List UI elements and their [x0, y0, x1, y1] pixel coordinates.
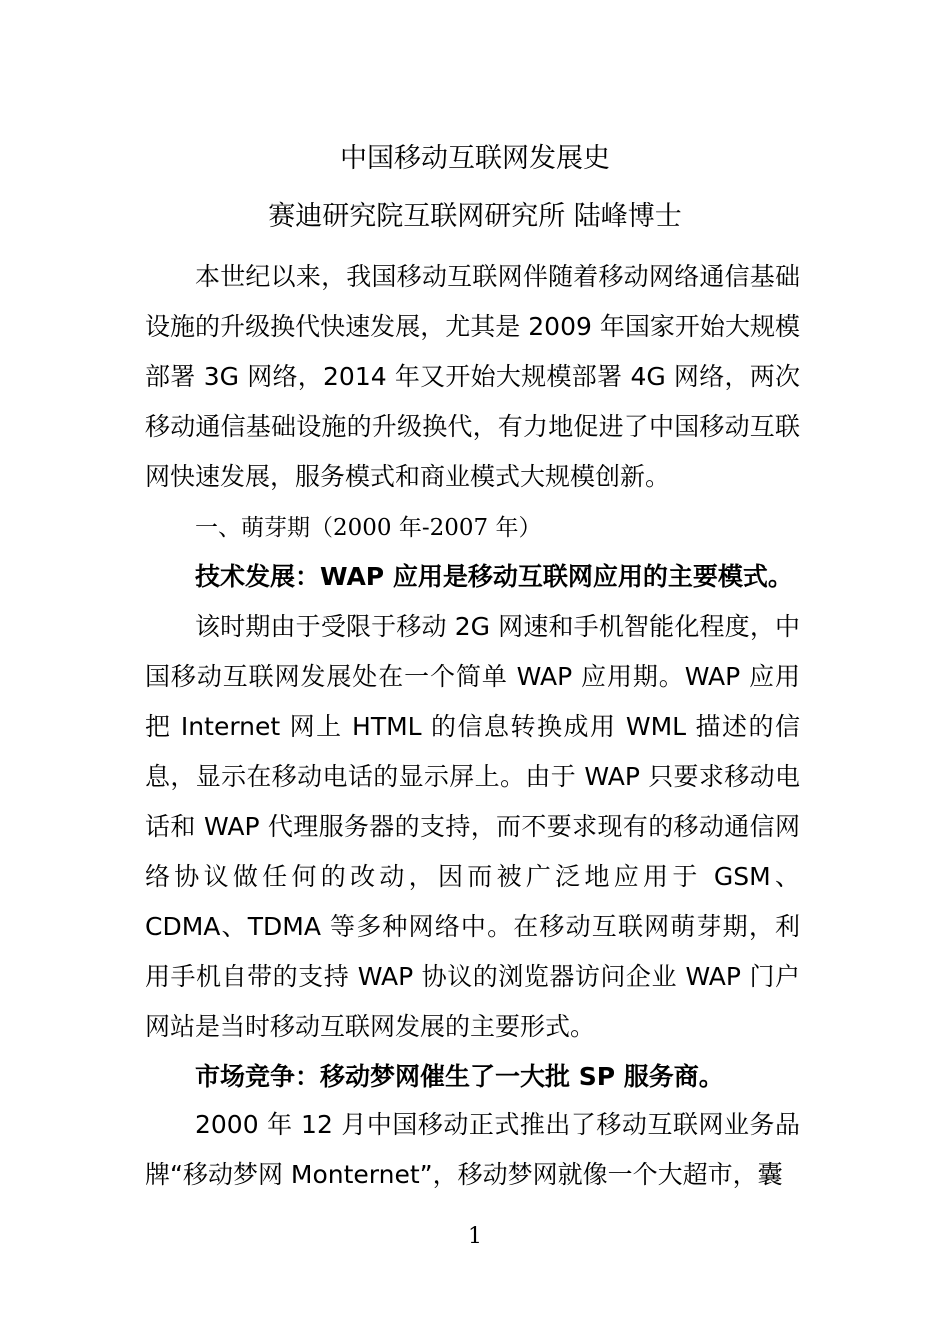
section-heading: 一、萌芽期（2000 年-2007 年） [195, 515, 542, 541]
tech-heading: 技术发展：WAP 应用是移动互联网应用的主要模式。 [195, 562, 793, 591]
market-paragraph: 2000 年 12 月中国移动正式推出了移动互联网业务品牌“移动梦网 Monternet”，移动梦网就像一个大超市，囊 [145, 1110, 800, 1189]
market-heading: 市场竞争：移动梦网催生了一大批 SP 服务商。 [195, 1062, 724, 1091]
author-line: 赛迪研究院互联网研究所 陆峰博士 [268, 201, 682, 232]
intro-paragraph: 本世纪以来，我国移动互联网伴随着移动网络通信基础设施的升级换代快速发展，尤其是 2009 年国家开始大规模部署 3G 网络，2014 年又开始大规模部署 4G 网络，两次移动通信基础设施的升级换代，有力地促进了中国移动互联网快速发展，服务模式和商业模式大规模创新。 [145, 262, 800, 491]
tech-paragraph: 该时期由于受限于移动 2G 网速和手机智能化程度，中国移动互联网发展处在一个简单 WAP 应用期。WAP 应用把 Internet 网上 HTML 的信息转换成用 WML 描述的信息，显示在移动电话的显示屏上。由于 WAP 只要求移动电话和 WAP 代理服务器的支持，而不要求现有的移动通信网络协议做任何的改动，因而被广泛地应用于 GSM、CDMA、TDMA 等多种网络中。在移动互联网萌芽期，利用手机自带的支持 WAP 协议的浏览器访问企业 WAP 门户网站是当时移动互联网发展的主要形式。 [145, 612, 800, 1041]
page-number: 1 [468, 1224, 482, 1249]
document-title: 中国移动互联网发展史 [340, 143, 610, 174]
